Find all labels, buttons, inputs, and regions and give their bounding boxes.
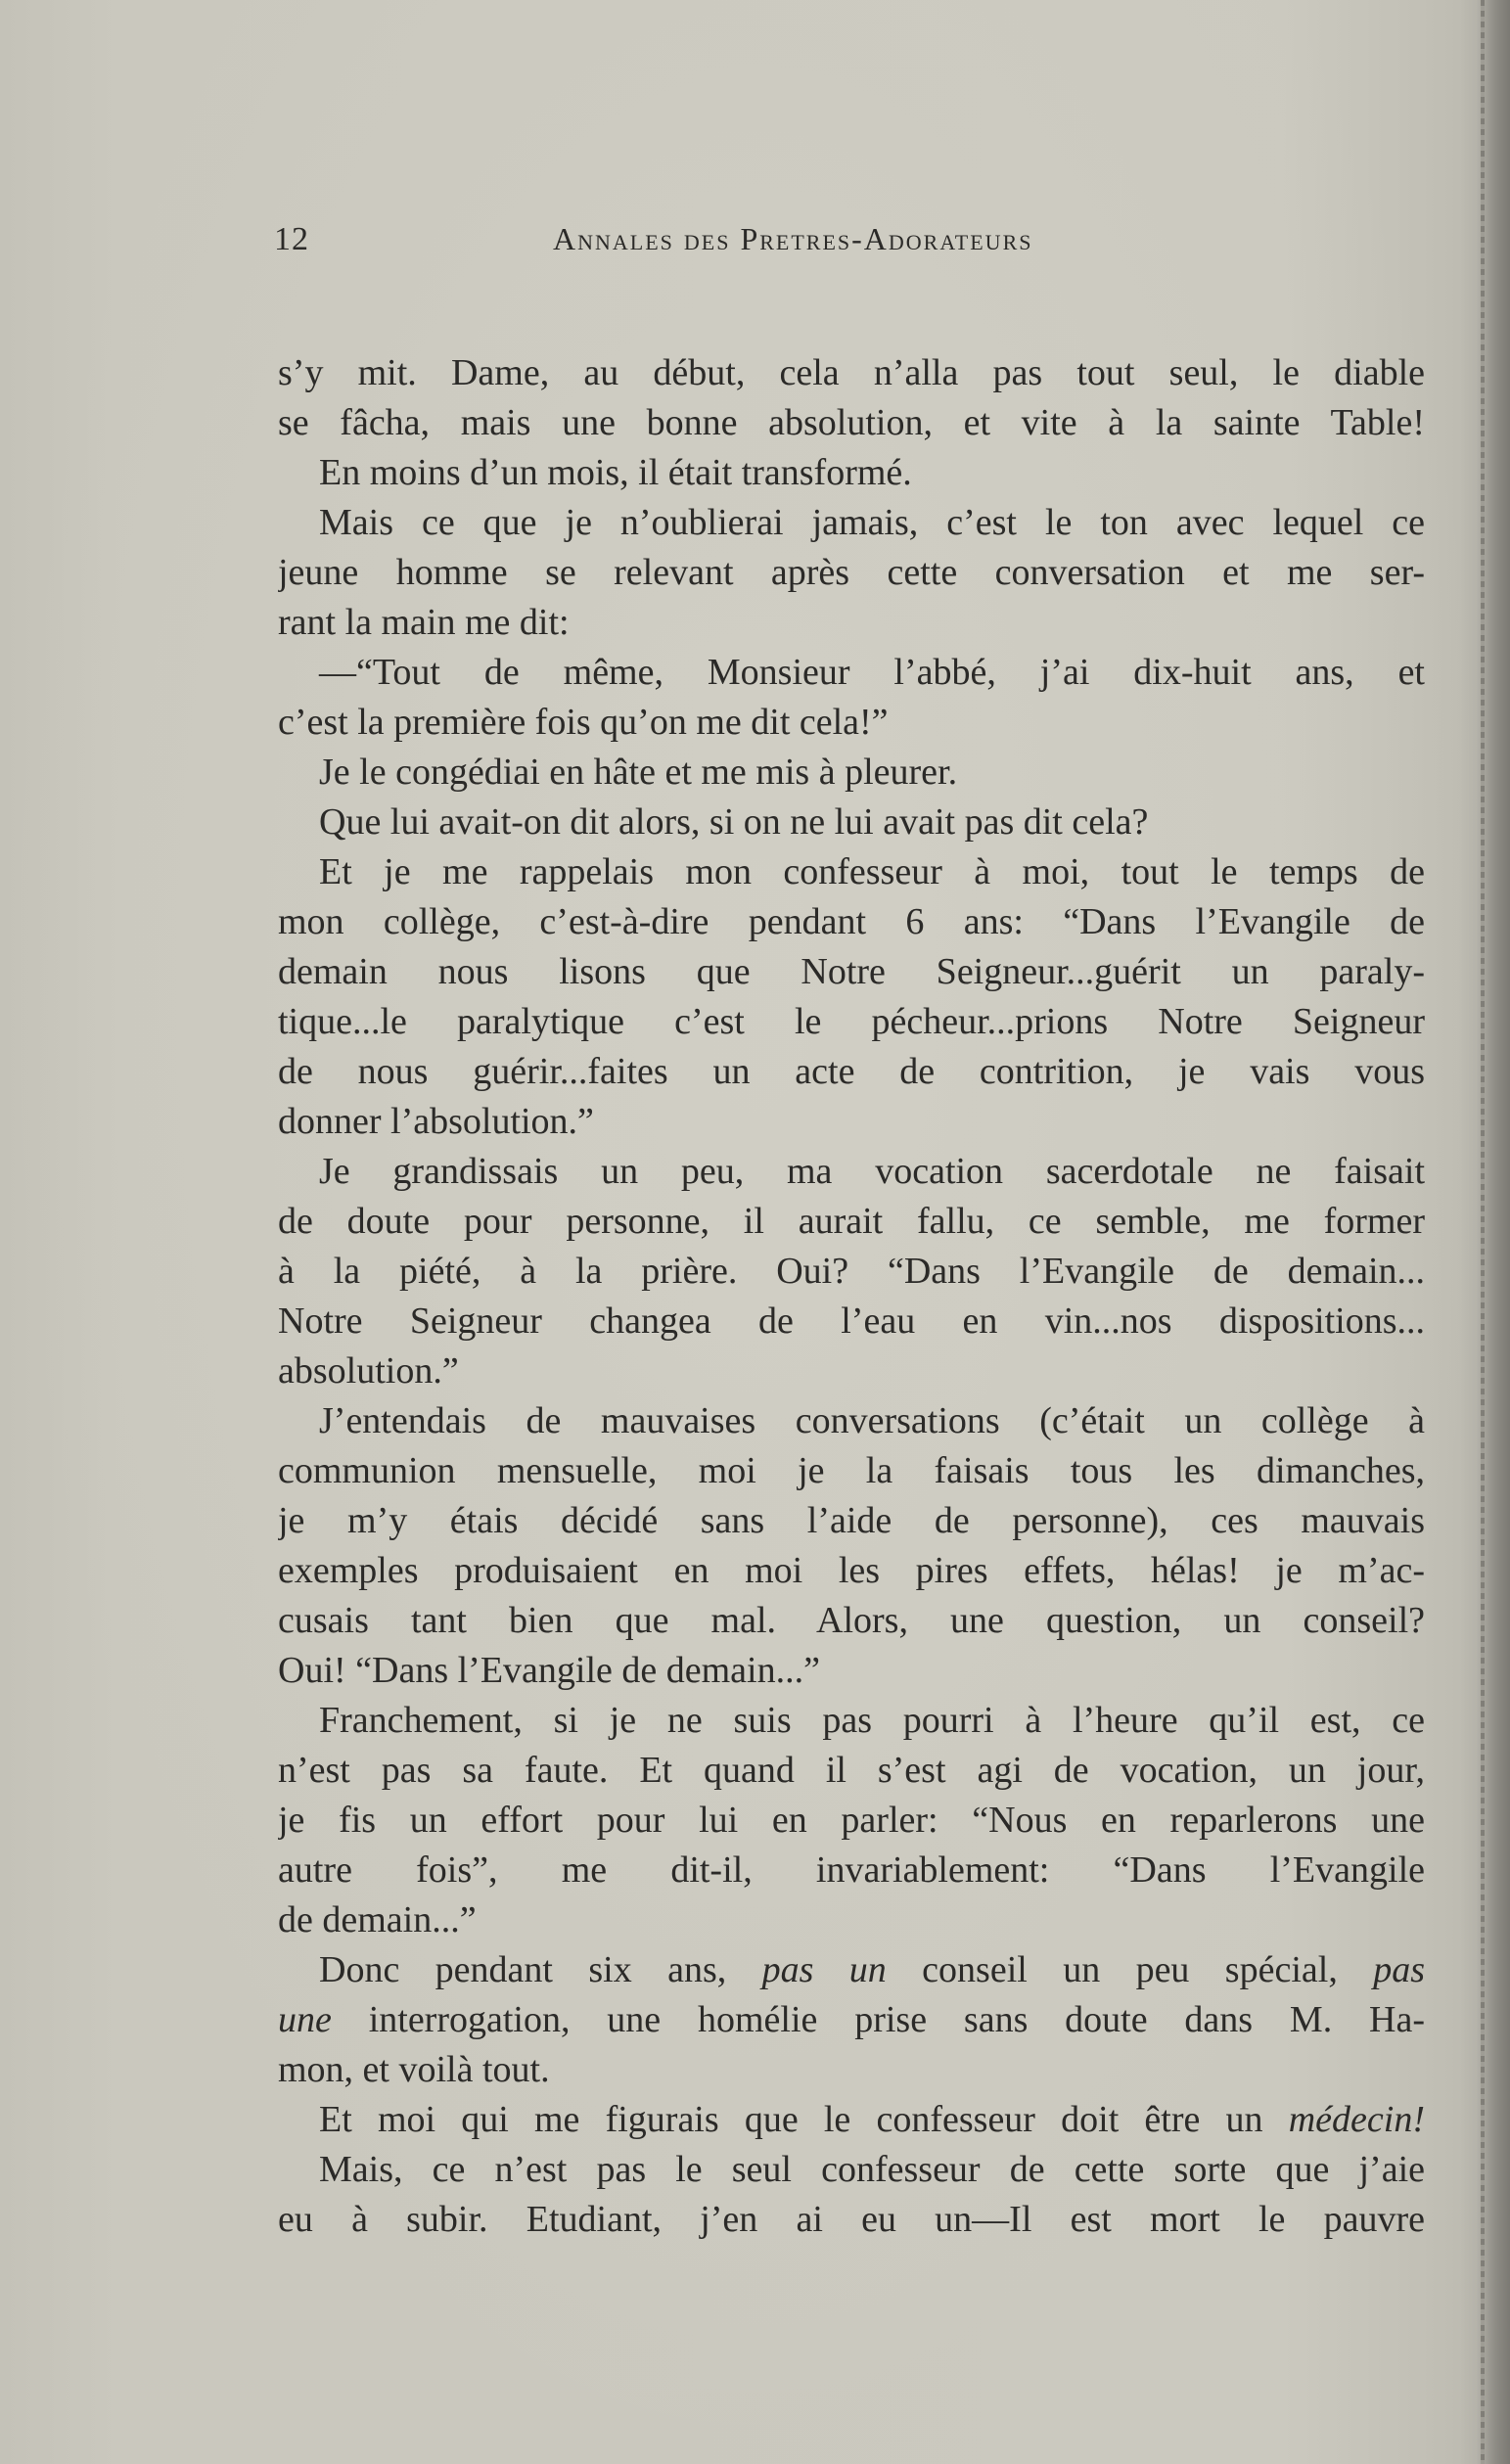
body-text (278, 348, 1425, 2245)
text-line: Mais ce que je n’oublierai jamais, c’est le ton avec lequel ce (319, 502, 1425, 543)
text-line: Notre Seigneur changea de l’eau en vin...nos dispositions... (278, 1300, 1425, 1342)
text-line: de demain...” (278, 1899, 477, 1940)
text-line: s’y mit. Dame, au début, cela n’alla pas tout seul, le diable (278, 352, 1425, 393)
text-line: Oui! “Dans l’Evangile de demain...” (278, 1650, 820, 1691)
text-line: communion mensuelle, moi je la faisais tous les dimanches, (278, 1450, 1425, 1491)
text-line: tique...le paralytique c’est le pécheur...prions Notre Seigneur (278, 1001, 1425, 1042)
italic-emphasis: une (278, 1999, 332, 2040)
text-line: rant la main me dit: (278, 602, 570, 643)
text-line: mon collège, c’est-à-dire pendant 6 ans: “Dans l’Evangile de (278, 901, 1425, 942)
text-line: c’est la première fois qu’on me dit cela!” (278, 702, 889, 743)
text-line: Et je me rappelais mon confesseur à moi, tout le temps de (319, 851, 1425, 892)
text-line: Je le congédiai en hâte et me mis à pleurer. (319, 752, 958, 793)
text-line: n’est pas sa faute. Et quand il s’est agi de vocation, un jour, (278, 1750, 1425, 1791)
text-line: Je grandissais un peu, ma vocation sacerdotale ne faisait (319, 1151, 1425, 1192)
text-line: exemples produisaient en moi les pires effets, hélas! je m’ac- (278, 1550, 1425, 1591)
running-title: Annales des Pretres-Adorateurs (553, 221, 1033, 256)
text-line: demain nous lisons que Notre Seigneur...guérit un paraly- (278, 951, 1425, 992)
text-line: eu à subir. Etudiant, j’en ai eu un—Il est mort le pauvre (278, 2199, 1425, 2240)
text-line: se fâcha, mais une bonne absolution, et vite à la sainte Table! (278, 402, 1425, 443)
page-number: 12 (274, 221, 309, 257)
italic-emphasis: médecin! (1288, 2099, 1425, 2140)
text-line: je fis un effort pour lui en parler: “Nous en reparlerons une (278, 1800, 1425, 1841)
text-line: donner l’absolution.” (278, 1101, 594, 1142)
text-line: une interrogation, une homélie prise sans doute dans M. Ha- (278, 1999, 1425, 2040)
text-line: cusais tant bien que mal. Alors, une question, un conseil? (278, 1600, 1425, 1641)
italic-emphasis: pas (1373, 1949, 1425, 1990)
text-line: mon, et voilà tout. (278, 2049, 550, 2090)
book-spine-shadow (1459, 0, 1510, 2464)
text-line: —“Tout de même, Monsieur l’abbé, j’ai dix-huit ans, et (319, 652, 1425, 693)
text-line: jeune homme se relevant après cette conversation et me ser- (278, 552, 1425, 593)
running-head (274, 221, 1429, 260)
text-line: je m’y étais décidé sans l’aide de personne), ces mauvais (278, 1500, 1425, 1541)
italic-emphasis: pas un (761, 1949, 887, 1990)
text-line: Et moi qui me figurais que le confesseur doit être un médecin! (319, 2099, 1425, 2140)
text-line: de doute pour personne, il aurait fallu, ce semble, me former (278, 1201, 1425, 1242)
text-line: absolution.” (278, 1350, 459, 1392)
text-line: de nous guérir...faites un acte de contrition, je vais vous (278, 1051, 1425, 1092)
text-line: Donc pendant six ans, pas un conseil un peu spécial, pas (319, 1949, 1425, 1990)
text-line: Mais, ce n’est pas le seul confesseur de cette sorte que j’aie (319, 2149, 1425, 2190)
text-line: J’entendais de mauvaises conversations (c’était un collège à (319, 1400, 1425, 1441)
text-line: autre fois”, me dit-il, invariablement: “Dans l’Evangile (278, 1849, 1425, 1891)
text-line: Que lui avait-on dit alors, si on ne lui avait pas dit cela? (319, 801, 1149, 843)
text-line: Franchement, si je ne suis pas pourri à l’heure qu’il est, ce (319, 1700, 1425, 1741)
text-line: à la piété, à la prière. Oui? “Dans l’Evangile de demain... (278, 1251, 1425, 1292)
text-line: En moins d’un mois, il était transformé. (319, 452, 912, 493)
